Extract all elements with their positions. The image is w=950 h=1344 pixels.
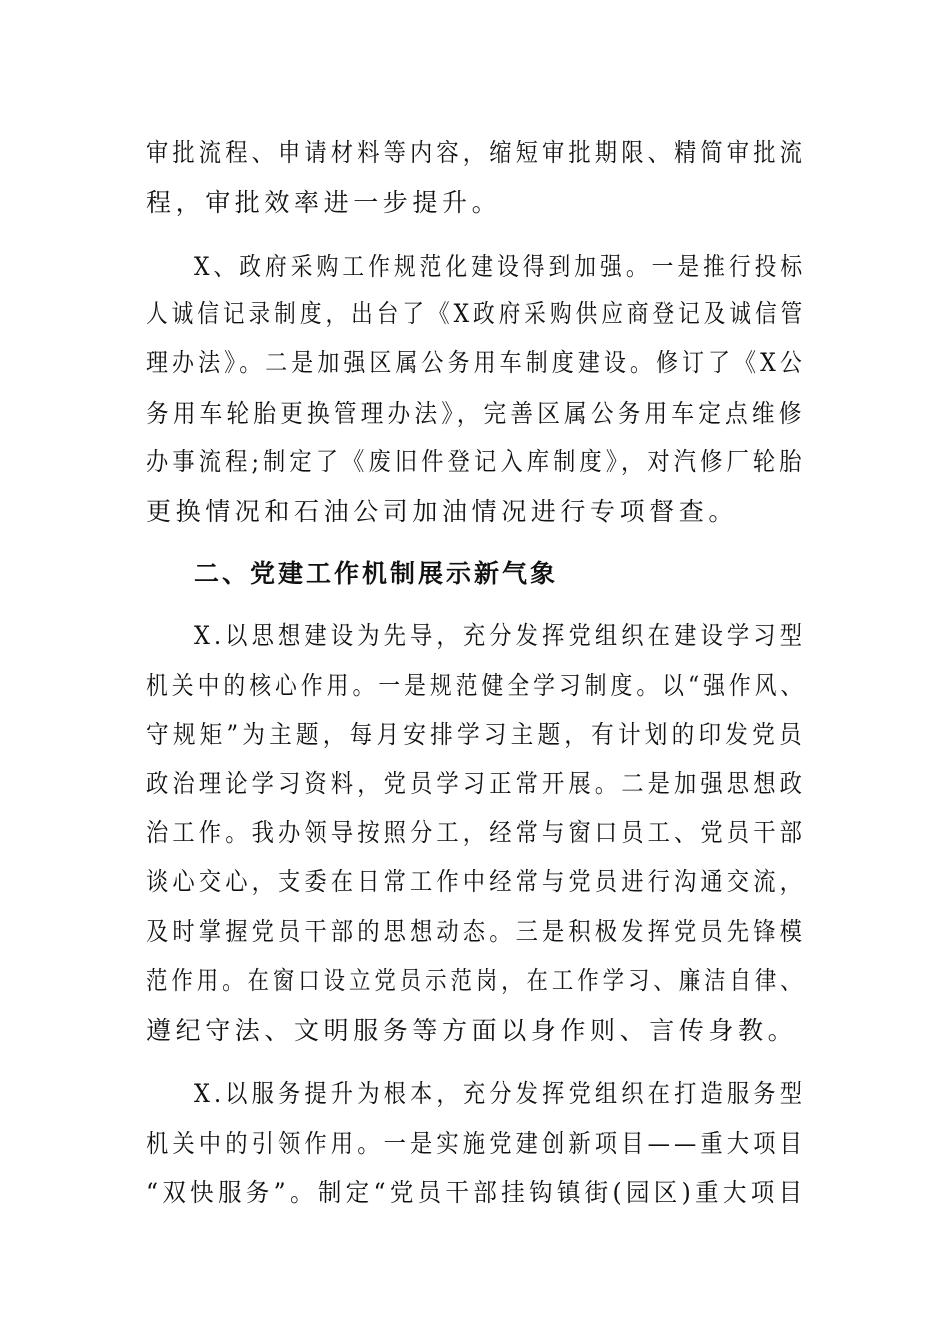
paragraph-line: 审批流程、申请材料等内容，缩短审批期限、精简审批流 <box>146 138 807 167</box>
section-heading: 二、党建工作机制展示新气象 <box>194 559 559 588</box>
paragraph-line: 理办法》。二是加强区属公务用车制度建设。修订了《X公 <box>146 348 806 377</box>
paragraph-line: “双快服务”。制定“党员干部挂钩镇街(园区)重大项目 <box>146 1178 807 1207</box>
paragraph-line: 遵纪守法、文明服务等方面以身作则、言传身教。 <box>146 1016 798 1045</box>
paragraph-line: 及时掌握党员干部的思想动态。三是积极发挥党员先锋模 <box>146 917 807 946</box>
paragraph-line: X.以思想建设为先导，充分发挥党组织在建设学习型 <box>194 621 807 650</box>
paragraph-line: 政治理论学习资料，党员学习正常开展。二是加强思想政 <box>146 769 807 798</box>
paragraph-line: 治工作。我办领导按照分工，经常与窗口员工、党员干部 <box>146 818 807 847</box>
paragraph-line: X、政府采购工作规范化建设得到加强。一是推行投标 <box>194 252 807 281</box>
paragraph-line: 守规矩”为主题，每月安排学习主题，有计划的印发党员 <box>146 720 806 749</box>
paragraph-line: 更换情况和石油公司加油情况进行专项督查。 <box>146 497 739 526</box>
paragraph-line: 务用车轮胎更换管理办法》，完善区属公务用车定点维修 <box>146 399 806 428</box>
paragraph-line: 谈心交心，支委在日常工作中经常与党员进行沟通交流， <box>146 867 807 896</box>
paragraph-line: 程，审批效率进一步提升。 <box>146 188 502 217</box>
paragraph-line: 人诚信记录制度，出台了《X政府采购供应商登记及诚信管 <box>146 299 807 328</box>
paragraph-line: 办事流程;制定了《废旧件登记入库制度》，对汽修厂轮胎 <box>146 447 806 476</box>
paragraph-line: 范作用。在窗口设立党员示范岗，在工作学习、廉洁自律、 <box>146 966 806 995</box>
paragraph-line: 机关中的引领作用。一是实施党建创新项目——重大项目 <box>146 1129 807 1158</box>
paragraph-line: X.以服务提升为根本，充分发挥党组织在打造服务型 <box>194 1079 807 1108</box>
paragraph-line: 机关中的核心作用。一是规范健全学习制度。以“强作风、 <box>146 671 807 700</box>
